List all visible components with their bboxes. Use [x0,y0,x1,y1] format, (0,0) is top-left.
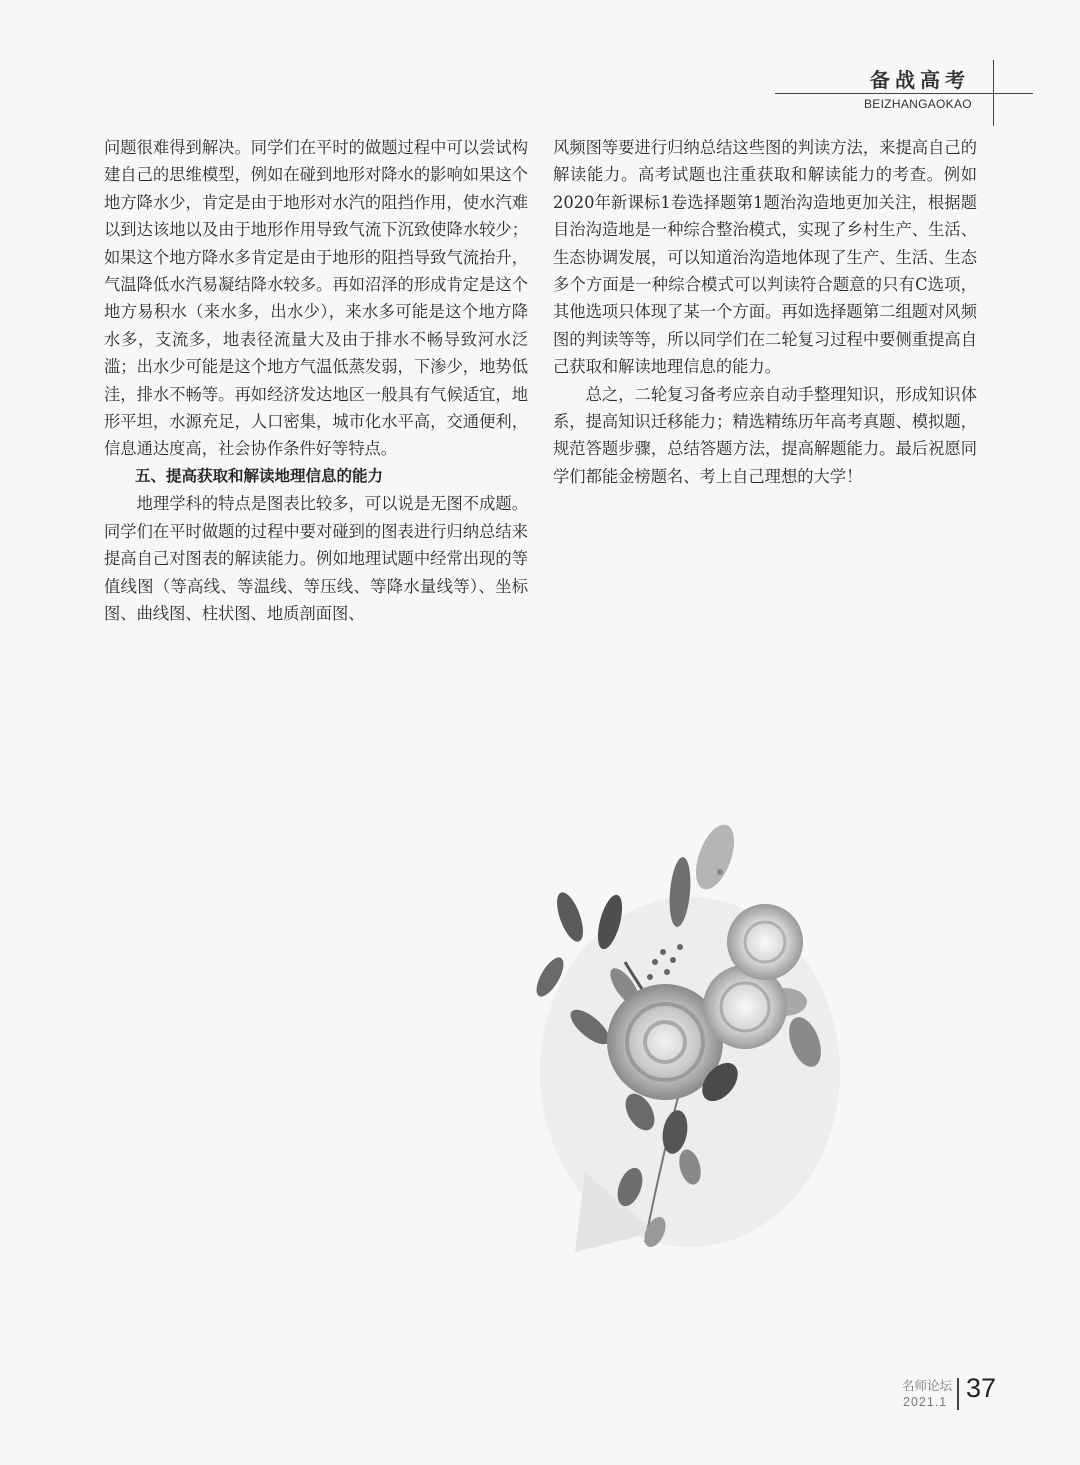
right-paragraph-1: 风频图等要进行归纳总结这些图的判读方法，来提高自己的解读能力。高考试题也注重获取和解读能力的考查。例如2020年新课标1卷选择题第1题治沟造地更加关注，根据题目治沟造地是一种综合整治模式，实现了乡村生产、生活、生态协调发展，可以知道治沟造地体现了生产、生活、生态多个方面是一种综合模式可以判读符合题意的只有C选项，其他选项只体现了某一个方面。再如选择题第二组题对风频图的判读等等，所以同学们在二轮复习过程中要侧重提高自己获取和解读地理信息的能力。 [553,138,977,377]
header-rule-horizontal [775,93,1033,94]
footer-rule [957,1378,959,1410]
left-column [104,134,528,627]
page-number: 37 [966,1373,997,1403]
section-heading: 五、提高获取和解读地理信息的能力 [135,466,384,485]
flower-bouquet-icon [515,812,860,1262]
left-paragraph-1: 问题很难得到解决。同学们在平时的做题过程中可以尝试构建自己的思维模型，例如在碰到地形对降水的影响如果这个地方降水少，肯定是由于地形对水汽的阻挡作用，使水汽难以到达该地以及由于地形作用导致气流下沉致使降水较少；如果这个地方降水多肯定是由于地形的阻挡导致气流抬升，气温降低水汽易凝结降水较多。再如沼泽的形成肯定是这个地方易积水（来水多，出水少），来水多可能是这个地方降水多，支流多，地表径流量大及由于排水不畅导致河水泛滥；出水少可能是这个地方气温低蒸发弱，下渗少，地势低洼，排水不畅等。再如经济发达地区一般具有气候适宜，地形平坦，水源充足，人口密集，城市化水平高，交通便利，信息通达度高，社会协作条件好等特点。 [104,138,528,459]
issue-date: 2021.1 [903,1395,948,1409]
left-paragraph-2: 地理学科的特点是图表比较多，可以说是无图不成题。同学们在平时做题的过程中要对碰到的图表进行归纳总结来提高自己对图表的解读能力。例如地理试题中经常出现的等值线图（等高线、等温线、等压线、等降水量线等）、坐标图、曲线图、柱状图、地质剖面图、 [104,494,528,623]
header-rule-vertical [993,60,994,126]
journal-name: 名师论坛 [902,1378,953,1393]
section-title: 备战高考 [870,68,970,92]
right-column [553,134,977,490]
section-pinyin: BEIZHANGAOKAO [864,97,972,111]
right-paragraph-2: 总之，二轮复习备考应亲自动手整理知识，形成知识体系，提高知识迁移能力；精选精练历年高考真题、模拟题，规范答题步骤，总结答题方法，提高解题能力。最后祝愿同学们都能金榜题名、考上自己理想的大学！ [553,384,977,486]
